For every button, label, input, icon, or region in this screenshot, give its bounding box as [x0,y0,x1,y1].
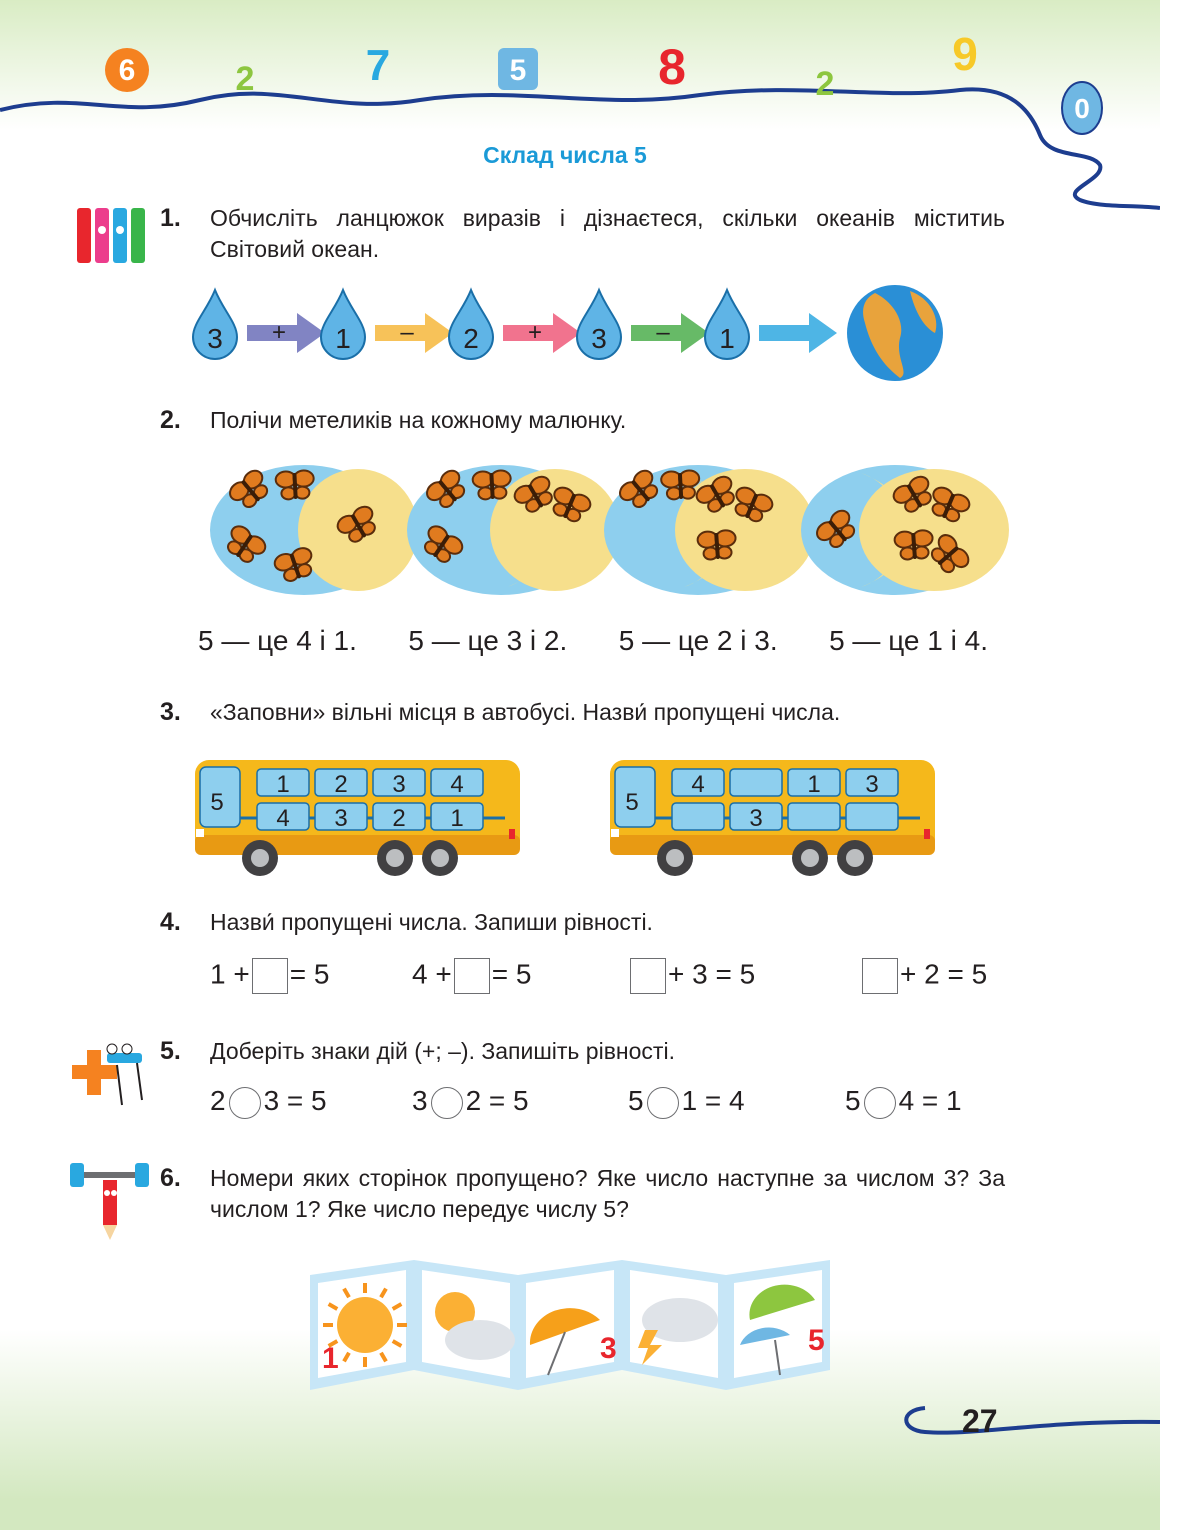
task-4-equations [210,958,1010,998]
task-6-text: Номери яких сторінок пропущено? Яке число наступне за числом 3? За числом 1? Яке число передує числу 5? [210,1165,1005,1222]
digit-character-7 [366,41,390,90]
task-3-text: «Заповни» вільні місця в автобусі. Назви́ пропущені числа. [210,699,841,725]
digit-character-0 [1062,82,1102,134]
caption-3: 5 — це 2 і 3. [618,625,778,656]
window-number: 4 [276,805,290,832]
bus-window [788,803,840,830]
bus-wheel [377,840,413,876]
butterfly-icon [661,470,700,500]
window-number: 3 [334,805,348,832]
svg-text:8: 8 [658,39,686,95]
window-number: 4 [691,771,705,798]
butterfly-icon [894,530,934,561]
bus-wheel [837,840,873,876]
butterfly-icon [275,470,314,500]
task-5-equations [210,1085,1010,1125]
water-drop [577,290,621,359]
chain-arrow [247,313,325,353]
window-number: 1 [807,771,821,798]
buses [195,755,955,880]
equation-2: 3 2 = 5 [412,1085,529,1119]
answer-box[interactable] [630,958,666,994]
svg-text:2: 2 [815,65,835,103]
butterfly-oval [407,465,620,595]
pencil-weightlifter-icon [65,1155,155,1245]
bus [610,760,935,876]
bus-wheel [792,840,828,876]
butterfly-icon [472,470,511,500]
svg-text:2: 2 [235,60,255,98]
bus-number: 5 [210,789,224,816]
task-6-number: 6. [160,1164,181,1192]
water-drop [193,290,237,359]
caption-2: 5 — це 3 і 2. [408,625,568,656]
chain-arrow [631,313,709,353]
task-2-text: Полічи метеликів на кожному малюнку. [210,407,627,433]
page-number: 27 [962,1403,998,1439]
operation-sign: – [400,319,414,346]
equation-4: + 2 = 5 [860,958,987,994]
header-decoration [0,0,1160,215]
drop-number: 3 [591,323,607,354]
drop-number: 2 [463,323,479,354]
page-label: 1 [322,1342,339,1375]
plus-minus-characters-icon [62,1035,152,1110]
water-drop [449,290,493,359]
window-number: 2 [334,771,348,798]
chain-arrow [503,313,581,353]
window-number: 2 [392,805,406,832]
bus-window [846,803,898,830]
svg-text:5: 5 [509,54,527,87]
butterfly-oval [604,465,815,595]
task-4-text: Назви́ пропущені числа. Запиши рівності. [210,909,653,935]
equation-1: 1 + = 5 [210,958,329,994]
task-1-text: Обчисліть ланцюжок виразів і дізнаєтеся, скільки океанів міститиь Світовий океан. [210,205,1005,262]
pencils-icon [62,200,152,275]
operation-sign: – [656,319,670,346]
page-label: 5 [808,1324,825,1357]
window-number: 1 [276,771,290,798]
digit-character-2b [816,65,835,103]
digit-character-8 [658,39,686,95]
answer-box[interactable] [252,958,288,994]
weather-pages-strip [310,1250,840,1395]
digit-character-6 [105,48,149,92]
page-label: 3 [600,1332,617,1365]
water-drop [321,290,365,359]
digit-character-2 [236,60,255,98]
globe-icon [847,285,943,381]
digit-character-9 [952,28,978,80]
bus-number: 5 [625,789,639,816]
task-5-number: 5. [160,1037,181,1065]
answer-box[interactable] [862,958,898,994]
operation-sign: + [527,319,543,346]
svg-text:7: 7 [365,41,391,90]
page-number-wave [895,1400,1160,1450]
butterfly-oval [210,465,418,595]
caption-4: 5 — це 1 і 4. [829,625,988,656]
sign-circle[interactable] [431,1087,463,1119]
bus-wheel [657,840,693,876]
equation-1: 2 3 = 5 [210,1085,327,1119]
window-number: 3 [392,771,406,798]
page-title: Склад числа 5 [483,142,647,168]
equation-3: 5 1 = 4 [628,1085,745,1119]
bus-wheel [422,840,458,876]
window-number: 3 [749,805,763,832]
task-2-number: 2. [160,406,181,434]
water-drop [705,290,749,359]
svg-text:6: 6 [118,54,136,87]
sign-circle[interactable] [229,1087,261,1119]
equation-3: + 3 = 5 [628,958,755,994]
task-5-text: Доберіть знаки дій (+; –). Запишіть рівності. [210,1038,675,1064]
bus-window [730,769,782,796]
operation-sign: + [271,319,287,346]
svg-text:9: 9 [952,28,978,80]
task-3-number: 3. [160,698,181,726]
digit-character-5 [498,48,538,90]
equation-2: 4 + = 5 [412,958,531,994]
bus [195,760,520,876]
caption-1: 5 — це 4 і 1. [198,625,357,656]
equation-4: 5 4 = 1 [845,1085,962,1119]
chain-arrow [375,313,453,353]
drop-number: 1 [335,323,351,354]
window-number: 4 [450,771,464,798]
task-1-number: 1. [160,204,181,232]
svg-text:0: 0 [1074,93,1090,124]
window-number: 3 [865,771,879,798]
answer-box[interactable] [454,958,490,994]
butterfly-icon [697,530,737,561]
expression-chain [190,275,950,385]
sign-circle[interactable] [864,1087,896,1119]
bus-window [672,803,724,830]
butterfly-oval [801,465,1009,595]
drop-number: 3 [207,323,223,354]
bus-wheel [242,840,278,876]
butterfly-pictures [210,465,1010,600]
task-4-number: 4. [160,908,181,936]
window-number: 1 [450,805,464,832]
chain-arrow [759,313,837,353]
sign-circle[interactable] [647,1087,679,1119]
butterfly-captions [198,625,988,657]
drop-number: 1 [719,323,735,354]
